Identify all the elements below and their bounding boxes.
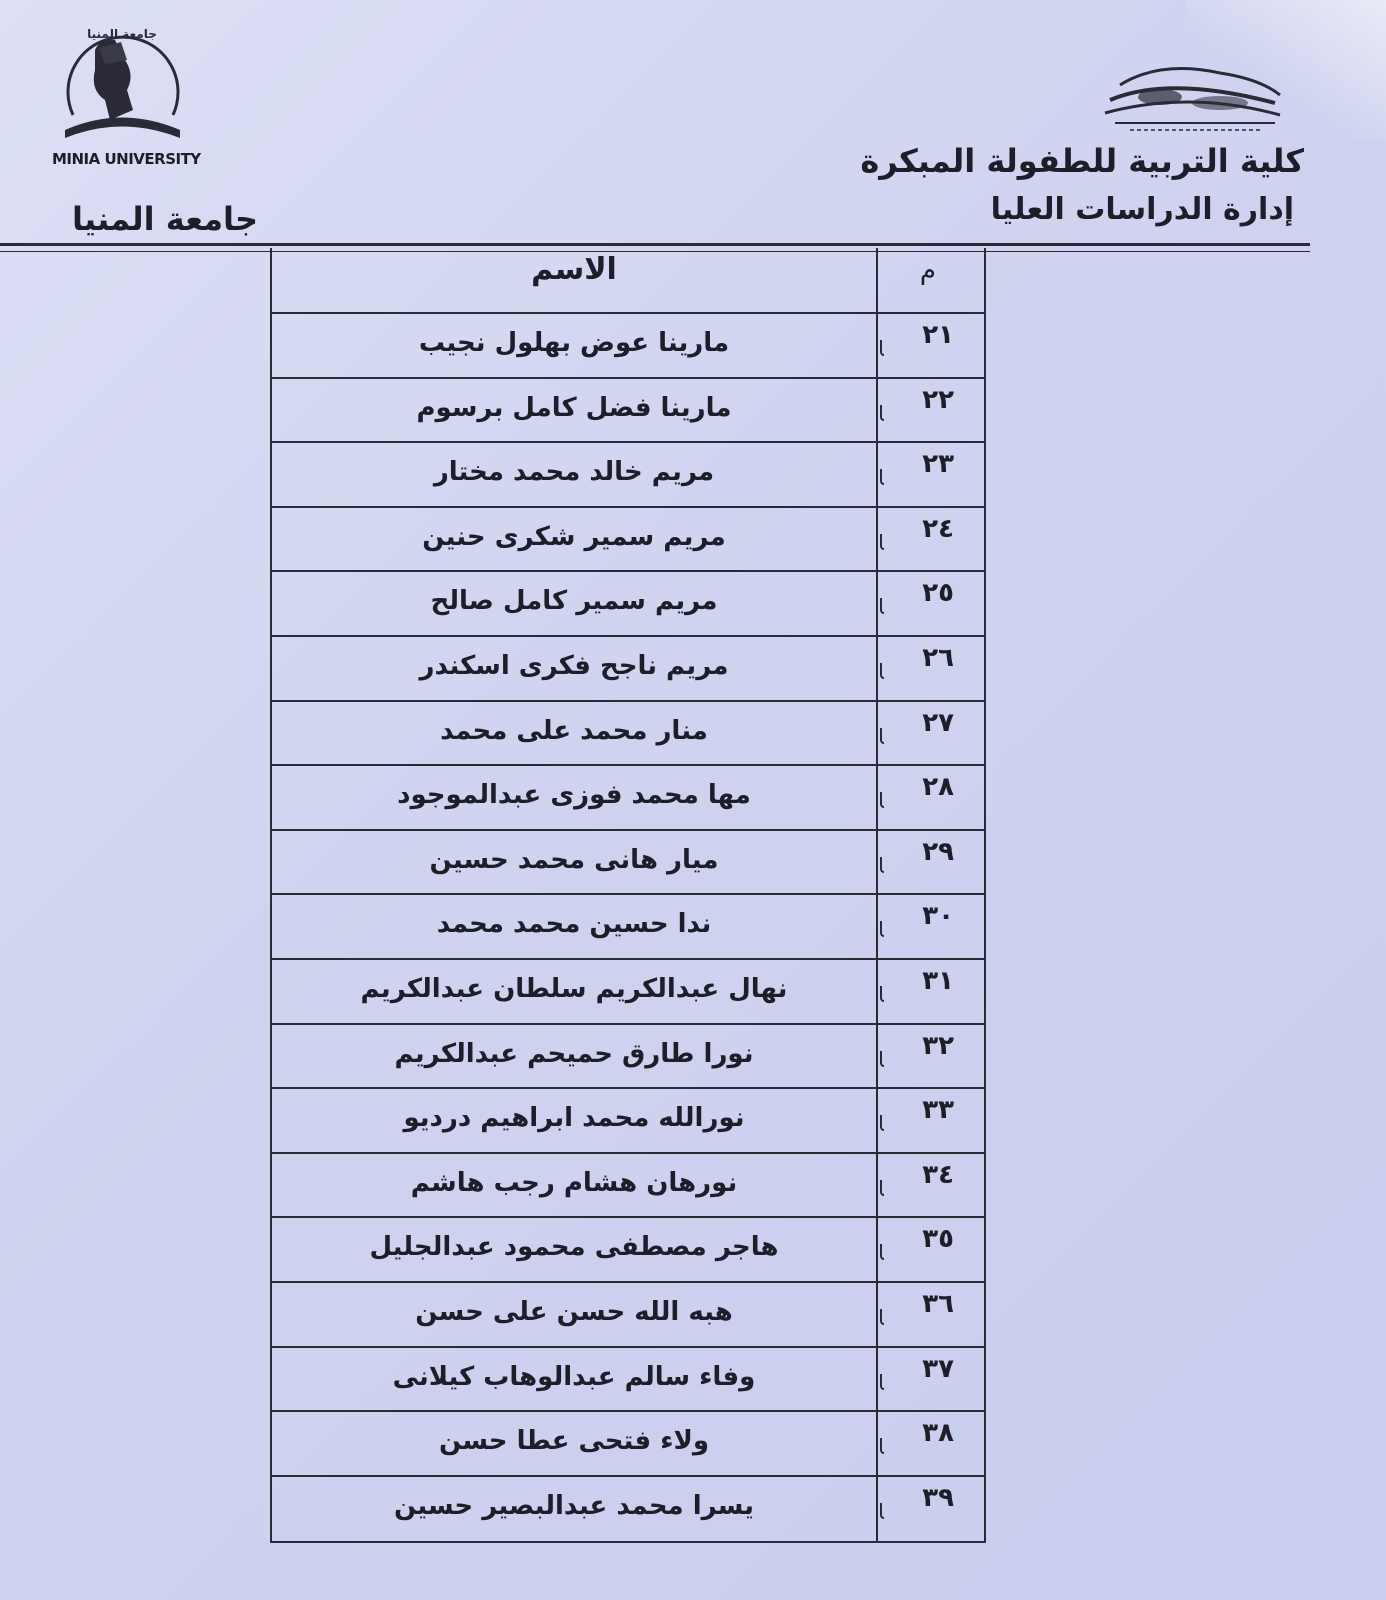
student-name: مريم سمير شكرى حنين	[422, 521, 726, 552]
table-row	[272, 1348, 984, 1413]
department-name: إدارة الدراسات العليا	[990, 192, 1294, 227]
table-row	[272, 508, 984, 573]
column-header-name: الاسم	[531, 252, 617, 287]
student-name: وفاء سالم عبدالوهاب كيلانى	[392, 1361, 756, 1392]
row-number: ٢٩	[876, 831, 984, 894]
table-row	[272, 702, 984, 767]
row-number: ٢٦	[876, 637, 984, 700]
table-row	[272, 766, 984, 831]
table-row	[272, 1089, 984, 1154]
handwritten-tick-mark	[880, 728, 884, 744]
table-row	[272, 637, 984, 702]
header-divider	[0, 243, 1310, 246]
table-row	[272, 443, 984, 508]
university-name: جامعة المنيا	[72, 200, 259, 238]
row-number: ٣٢	[876, 1025, 984, 1088]
student-name: هبه الله حسن على حسن	[415, 1296, 733, 1327]
handwritten-tick-mark	[880, 1374, 884, 1390]
table-row	[272, 1477, 984, 1542]
student-name: مارينا عوض بهلول نجيب	[418, 328, 730, 358]
row-number: ٢٤	[876, 508, 984, 571]
handwritten-tick-mark	[880, 405, 884, 421]
student-name: مارينا فضل كامل برسوم	[416, 392, 732, 423]
student-name: نورالله محمد ابراهيم درديو	[403, 1103, 745, 1134]
student-name: مريم خالد محمد مختار	[433, 457, 715, 488]
row-number: ٣٩	[876, 1477, 984, 1542]
student-name: ولاء فتحى عطا حسن	[438, 1426, 710, 1457]
table-row	[272, 1025, 984, 1090]
student-name: نورهان هشام رجب هاشم	[410, 1167, 738, 1198]
student-name: مريم سمير كامل صالح	[430, 586, 718, 617]
row-number: ٣٤	[876, 1154, 984, 1217]
student-name: نهال عبدالكريم سلطان عبدالكريم	[360, 973, 788, 1004]
column-header-number: م	[876, 248, 984, 312]
university-logo-caption: MINIA UNIVERSITY	[52, 150, 201, 168]
university-logo-arc-text: جامعة المنيا	[87, 27, 157, 41]
students-table	[270, 248, 986, 1543]
row-number: ٣٨	[876, 1412, 984, 1475]
student-name: ندا حسين محمد محمد	[436, 909, 712, 940]
table-row	[272, 1218, 984, 1283]
row-number: ٣٧	[876, 1348, 984, 1411]
faculty-name: كلية التربية للطفولة المبكرة	[860, 142, 1304, 180]
handwritten-tick-mark	[880, 1309, 884, 1325]
table-row	[272, 379, 984, 444]
handwritten-tick-mark	[880, 598, 884, 614]
handwritten-tick-mark	[880, 1180, 884, 1196]
row-number: ٢٣	[876, 443, 984, 506]
student-name: منار محمد على محمد	[440, 715, 708, 746]
faculty-logo	[1100, 55, 1290, 135]
handwritten-tick-mark	[880, 663, 884, 679]
table-row	[272, 895, 984, 960]
handwritten-tick-mark	[880, 340, 884, 356]
table-row	[272, 1154, 984, 1219]
row-number: ٣١	[876, 960, 984, 1023]
table-header-row	[272, 248, 984, 314]
row-number: ٢٧	[876, 702, 984, 765]
handwritten-tick-mark	[880, 1051, 884, 1067]
table-row	[272, 314, 984, 379]
row-number: ٣٥	[876, 1218, 984, 1281]
student-name: يسرا محمد عبدالبصير حسين	[393, 1490, 755, 1521]
row-number: ٢٢	[876, 379, 984, 442]
handwritten-tick-mark	[880, 921, 884, 937]
handwritten-tick-mark	[880, 986, 884, 1002]
handwritten-tick-mark	[880, 1503, 884, 1519]
handwritten-tick-mark	[880, 469, 884, 485]
table-row	[272, 831, 984, 896]
row-number: ٣٦	[876, 1283, 984, 1346]
handwritten-tick-mark	[880, 534, 884, 550]
university-logo	[55, 20, 190, 170]
student-name: هاجر مصطفى محمود عبدالجليل	[369, 1232, 779, 1263]
handwritten-tick-mark	[880, 857, 884, 873]
student-name: مريم ناجح فكرى اسكندر	[419, 650, 729, 681]
row-number: ٣٣	[876, 1089, 984, 1152]
row-number: ٢٥	[876, 572, 984, 635]
student-name: نورا طارق حميحم عبدالكريم	[394, 1038, 754, 1069]
handwritten-tick-mark	[880, 1438, 884, 1454]
table-row	[272, 572, 984, 637]
row-number: ٢١	[876, 314, 984, 377]
student-name: ميار هانى محمد حسين	[429, 844, 719, 875]
student-name: مها محمد فوزى عبدالموجود	[397, 780, 751, 811]
handwritten-tick-mark	[880, 1244, 884, 1260]
handwritten-tick-mark	[880, 792, 884, 808]
table-row	[272, 1412, 984, 1477]
table-row	[272, 960, 984, 1025]
row-number: ٢٨	[876, 766, 984, 829]
table-row	[272, 1283, 984, 1348]
table-body	[272, 314, 984, 1541]
row-number: ٣٠	[876, 895, 984, 958]
handwritten-tick-mark	[880, 1115, 884, 1131]
